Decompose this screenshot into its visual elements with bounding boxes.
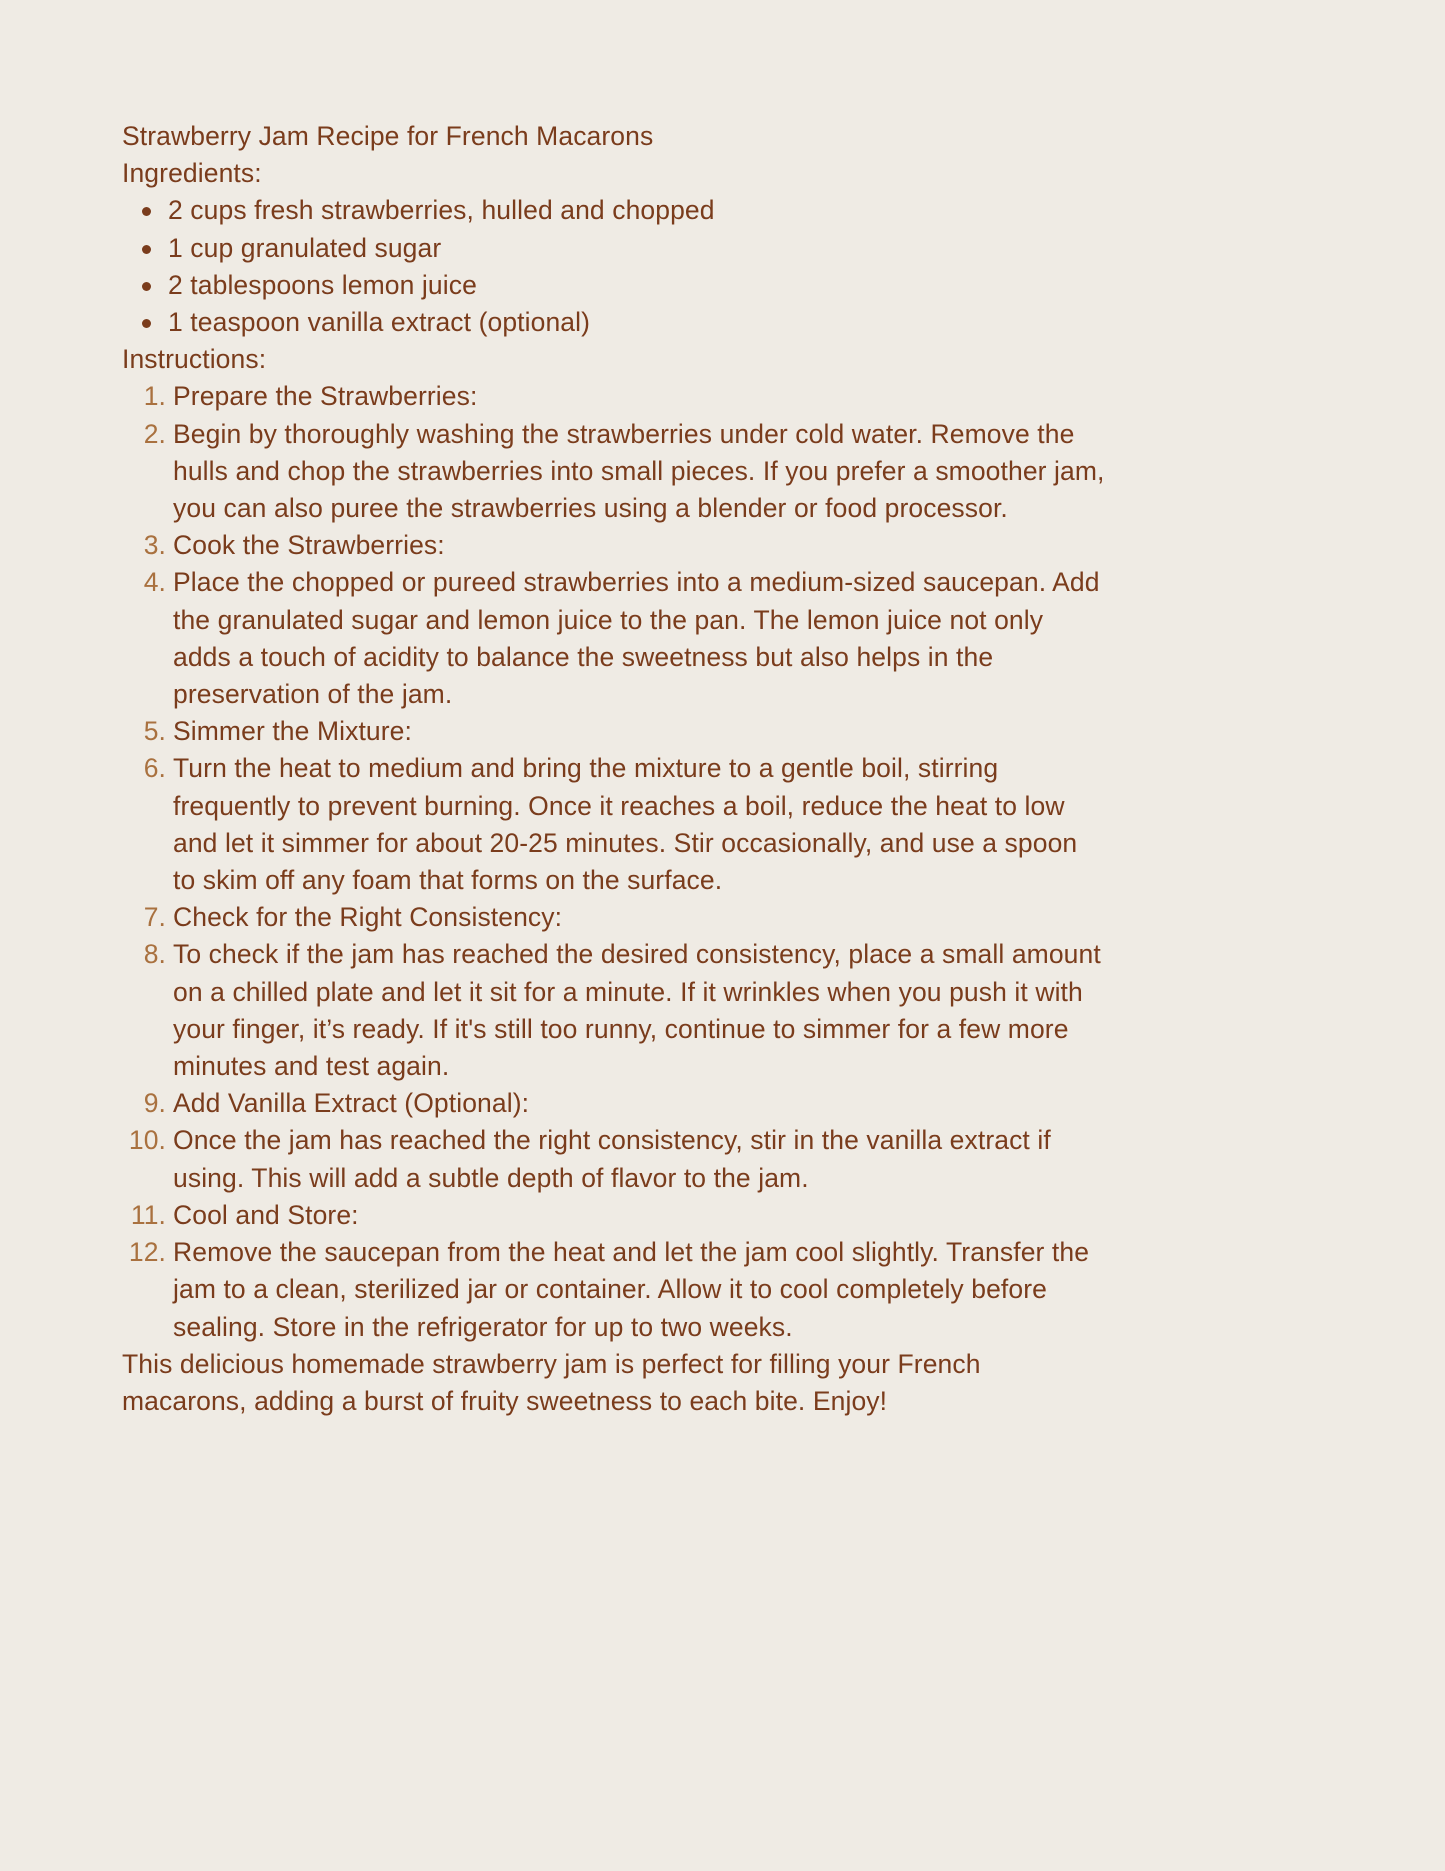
step-text: Add Vanilla Extract (Optional): (173, 1088, 530, 1119)
bullet-icon (142, 319, 151, 328)
ingredient-item (122, 304, 1107, 341)
bullet-icon (142, 282, 151, 291)
step-number: 12. (128, 1237, 166, 1268)
step-number: 3. (143, 530, 166, 561)
step-number: 8. (143, 939, 166, 970)
step-number: 1. (143, 381, 166, 412)
step-text: To check if the jam has reached the desired consistency, place a small amount on a chilled plate and let it sit for a minute. If it wrinkles when you push it with your finger, it’s ready. If it's still too runny, continue to simmer for a few more minutes and test again. (173, 939, 1101, 1082)
ingredient-label: 1 teaspoon vanilla extract (optional) (168, 307, 591, 338)
instruction-step (122, 899, 1107, 936)
step-text: Place the chopped or pureed strawberries into a medium-sized saucepan. Add the granulated sugar and lemon juice to the pan. The lemon juice not only adds a touch of acidity to balance the sweetness but also helps in the preservation of the jam. (173, 567, 1100, 710)
step-number: 9. (143, 1088, 166, 1119)
ingredients-heading: Ingredients: (122, 158, 262, 189)
step-number: 4. (143, 567, 166, 598)
step-text: Prepare the Strawberries: (173, 381, 478, 412)
closing-paragraph: This delicious homemade strawberry jam is perfect for filling your French macarons, adding a burst of fruity sweetness to each bite. Enjoy! (122, 1348, 981, 1416)
instructions-heading: Instructions: (122, 344, 267, 375)
recipe-document (122, 118, 1107, 1420)
ingredients-list (122, 192, 1107, 341)
step-text: Cool and Store: (173, 1199, 359, 1230)
step-text: Cook the Strawberries: (173, 530, 445, 561)
step-number: 6. (143, 753, 166, 784)
instruction-step (122, 416, 1107, 528)
ingredient-item (122, 192, 1107, 229)
bullet-icon (142, 207, 151, 216)
step-text: Remove the saucepan from the heat and let the jam cool slightly. Transfer the jam to a clean, sterilized jar or container. Allow it to cool completely before sealing. Store in the refrigerator for up to two weeks. (173, 1237, 1090, 1342)
instruction-step (122, 936, 1107, 1085)
instructions-list (122, 378, 1107, 1345)
step-text: Simmer the Mixture: (173, 716, 412, 747)
step-number: 2. (143, 418, 166, 449)
ingredient-label: 2 cups fresh strawberries, hulled and chopped (168, 195, 715, 226)
ingredient-label: 1 cup granulated sugar (168, 232, 442, 263)
instruction-step (122, 1197, 1107, 1234)
ingredient-item (122, 230, 1107, 267)
step-text: Check for the Right Consistency: (173, 902, 563, 933)
step-text: Turn the heat to medium and bring the mixture to a gentle boil, stirring frequently to prevent burning. Once it reaches a boil, reduce the heat to low and let it simmer for about 20-25 minutes. Stir occasionally, and use a spoon to skim off any foam that forms on the surface. (173, 753, 1078, 896)
closing-section (122, 1346, 1107, 1420)
ingredient-item (122, 267, 1107, 304)
bullet-icon (142, 245, 151, 254)
ingredient-label: 2 tablespoons lemon juice (168, 269, 477, 300)
instruction-step (122, 378, 1107, 415)
instruction-step (122, 1122, 1107, 1196)
instruction-step (122, 750, 1107, 899)
step-number: 5. (143, 716, 166, 747)
step-text: Begin by thoroughly washing the strawberries under cold water. Remove the hulls and chop the strawberries into small pieces. If you prefer a smoother jam, you can also puree the strawberries using a blender or food processor. (173, 418, 1105, 524)
step-number: 11. (130, 1199, 166, 1230)
step-text: Once the jam has reached the right consistency, stir in the vanilla extract if using. This will add a subtle depth of flavor to the jam. (173, 1125, 1051, 1193)
instruction-step (122, 1234, 1107, 1346)
page-title: Strawberry Jam Recipe for French Macarons (122, 121, 654, 151)
instruction-step (122, 564, 1107, 713)
instruction-step (122, 1085, 1107, 1122)
instruction-step (122, 527, 1107, 564)
step-number: 10. (128, 1125, 166, 1156)
instruction-step (122, 713, 1107, 750)
step-number: 7. (143, 902, 166, 933)
